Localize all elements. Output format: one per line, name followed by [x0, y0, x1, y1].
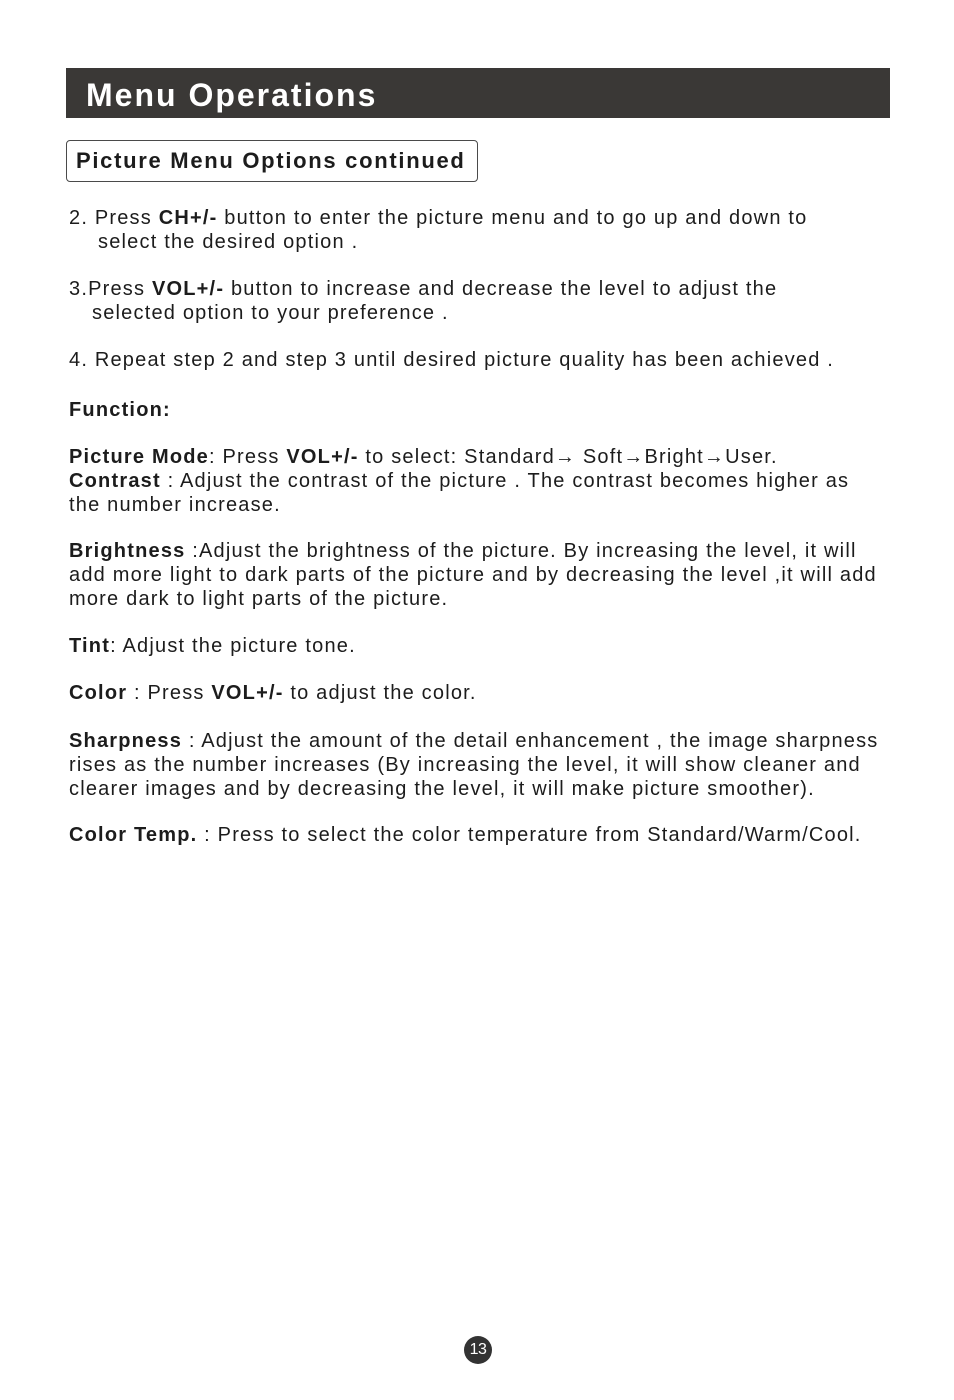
step-2-prefix: 2. Press	[69, 207, 159, 229]
brightness-text-1: :Adjust the brightness of the picture. By increasing the level, it will	[185, 540, 857, 562]
step-2-rest: button to enter the picture menu and to go up and down to	[217, 207, 808, 229]
brightness-line-3: more dark to light parts of the picture.	[69, 588, 449, 610]
step-2-paragraph	[69, 206, 808, 254]
picture-mode-text-b: to select: Standard→ Soft→Bright→User.	[358, 446, 778, 468]
color-paragraph	[69, 681, 477, 705]
color-temp-label: Color Temp.	[69, 824, 198, 846]
contrast-line-1	[69, 469, 849, 493]
contrast-line-2: the number increase.	[69, 494, 281, 516]
step-3-line-1	[69, 277, 777, 301]
picture-mode-key: VOL+/-	[286, 446, 359, 468]
color-text-b: to adjust the color.	[283, 682, 477, 704]
color-label: Color	[69, 682, 128, 704]
function-heading-line	[69, 398, 171, 422]
sharpness-paragraph	[69, 729, 879, 801]
step-2-key: CH+/-	[158, 207, 218, 229]
sharpness-text-1: : Adjust the amount of the detail enhancement , the image sharpness	[182, 730, 879, 752]
step-4-line-1: 4. Repeat step 2 and step 3 until desired picture quality has been achieved .	[69, 349, 835, 371]
picture-mode-line	[69, 445, 849, 469]
step-3-paragraph	[69, 277, 777, 325]
color-temp-text: : Press to select the color temperature from Standard/Warm/Cool.	[197, 824, 862, 846]
tint-text: : Adjust the picture tone.	[110, 635, 356, 657]
color-key: VOL+/-	[211, 682, 284, 704]
function-heading: Function:	[69, 399, 171, 421]
page-number-badge	[464, 1336, 492, 1364]
sharpness-label: Sharpness	[69, 730, 183, 752]
sharpness-line-2: rises as the number increases (By increasing the level, it will show cleaner and	[69, 754, 861, 776]
tint-paragraph	[69, 634, 356, 658]
step-2-line-1	[69, 206, 808, 230]
section-heading: Picture Menu Options continued	[76, 148, 466, 173]
brightness-paragraph	[69, 539, 877, 611]
picture-mode-contrast-paragraph	[69, 445, 849, 517]
color-temp-line	[69, 823, 862, 847]
sharpness-line-3: clearer images and by decreasing the level, it will make picture smoother).	[69, 778, 815, 800]
page-number: 13	[469, 1341, 487, 1358]
step-4-paragraph	[69, 348, 834, 372]
brightness-label: Brightness	[69, 540, 186, 562]
step-3-rest: button to increase and decrease the level to adjust the	[224, 278, 778, 300]
tint-line	[69, 634, 356, 658]
header-bar	[66, 68, 890, 118]
function-heading-paragraph	[69, 398, 171, 422]
picture-mode-text-a: : Press	[208, 446, 287, 468]
brightness-line-1	[69, 539, 877, 563]
contrast-label: Contrast	[69, 470, 161, 492]
step-3-key: VOL+/-	[151, 278, 225, 300]
color-temp-paragraph	[69, 823, 862, 847]
contrast-text-1: : Adjust the contrast of the picture . The contrast becomes higher as	[160, 470, 850, 492]
step-3-prefix: 3.Press	[69, 278, 152, 300]
tint-label: Tint	[69, 635, 111, 657]
brightness-line-2: add more light to dark parts of the picture and by decreasing the level ,it will add	[69, 564, 877, 586]
page-title: Menu Operations	[86, 77, 378, 113]
color-text-a: : Press	[127, 682, 212, 704]
step-2-line-2: select the desired option .	[98, 231, 359, 253]
step-3-line-2: selected option to your preference .	[92, 302, 449, 324]
color-line	[69, 681, 477, 705]
section-heading-box	[66, 140, 478, 182]
sharpness-line-1	[69, 729, 879, 753]
picture-mode-label: Picture Mode	[69, 446, 209, 468]
